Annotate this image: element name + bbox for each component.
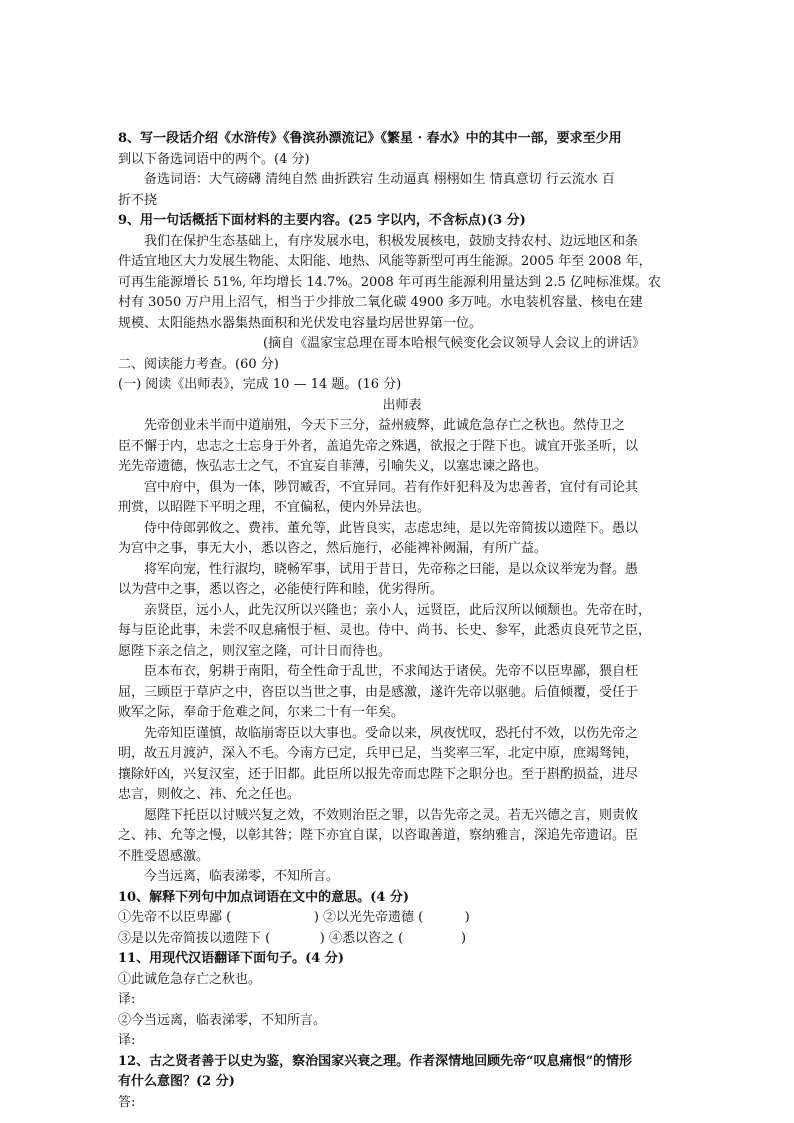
essay-line: 不胜受恩感激。: [118, 848, 210, 864]
q8-line-4: 折不挠: [118, 192, 158, 208]
q10-row-1: ①先帝不以臣卑鄙 ( ) ②以光先帝遗德 ( ): [118, 910, 470, 925]
essay-line: 之、祎、允等之慢，以彰其咎；陛下亦宜自谋，以咨诹善道，察纳雅言，深追先帝遗诏。臣: [118, 828, 639, 843]
essay-line: 光先帝遗德，恢弘志士之气，不宜妄自菲薄，引喻失义，以塞忠谏之路也。: [118, 459, 548, 474]
q10-row-2: ③是以先帝简拔以遗陛下 ( ) ④悉以咨之 ( ): [118, 930, 467, 946]
essay-line: 败军之际，奉命于危难之间，尔来二十有一年矣。: [118, 705, 405, 720]
q11-translate-1: 译:: [118, 992, 136, 1007]
q9-line-4: 可再生能源增长 51%, 年均增长 14.7%。2008 年可再生能源利用量达到 2.5 亿吨标准煤。农: [118, 274, 661, 290]
q11-sentence-2: ②今当远离，临表涕零，不知所言。: [118, 1012, 327, 1028]
essay-line: 每与臣论此事，未尝不叹息痛恨于桓、灵也。侍中、尚书、长史、参军，此悉贞良死节之臣，: [118, 623, 652, 638]
essay-line: 刑赏，以昭陛下平明之理，不宜偏私，使内外异法也。: [118, 500, 431, 515]
q9-line-5: 村有 3050 万户用上沼气，相当于少排放二氧化碳 4900 多万吨。水电装机容量、核电在建: [118, 295, 643, 310]
q9-line-2: 我们在保护生态基础上，有序发展水电，积极发展核电，鼓励支持农村、边远地区和条: [144, 233, 639, 249]
essay-line: 忠言，则攸之、祎、允之任也。: [118, 787, 301, 802]
q8-line-1: 8、写一段话介绍《水浒传》《鲁滨孙漂流记》《繁星 · 春水》中的其中一部，要求至少用: [118, 131, 622, 146]
essay-line: 愿陛下托臣以讨贼兴复之效，不效则治臣之罪，以告先帝之灵。若无兴德之言，则责攸: [144, 807, 639, 823]
essay-line: 今当远离，临表涕零，不知所言。: [144, 869, 340, 884]
q9-line-1: 9、用一句话概括下面材料的主要内容。(25 字以内，不含标点)(3 分): [118, 213, 526, 228]
essay-line: 攘除奸凶，兴复汉室，还于旧都。此臣所以报先帝而忠陛下之职分也。至于斟酌损益，进尽: [118, 766, 639, 782]
essay-line: 屈，三顾臣于草庐之中，咨臣以当世之事，由是感激，遂许先帝以驱驰。后值倾覆，受任于: [118, 684, 639, 700]
essay-line: 侍中侍郎郭攸之、费祎、董允等，此皆良实，志虑忠纯，是以先帝简拔以遗陛下。愚以: [144, 520, 639, 536]
q9-source: (摘自《温家宝总理在哥本哈根气候变化会议领导人会议上的讲话》: [263, 336, 646, 351]
q11-translate-2: 译:: [118, 1033, 136, 1048]
essay-line: 将军向宠，性行淑均，晓畅军事，试用于昔日，先帝称之曰能，是以众议举宠为督。愚: [144, 561, 639, 577]
essay-line: 愿陛下亲之信之，则汉室之隆，可计日而待也。: [118, 643, 392, 659]
essay-line: 臣不懈于内，忠志之士忘身于外者，盖追先帝之殊遇，欲报之于陛下也。诚宜开张圣听，以: [118, 438, 639, 454]
q10-title: 10、解释下列句中加点词语在文中的意思。(4 分): [118, 889, 409, 905]
q9-line-3: 件适宜地区大力发展生物能、太阳能、地热、风能等新型可再生能源。2005 年至 2008 年，: [118, 254, 652, 269]
essay-line: 亲贤臣，远小人，此先汉所以兴隆也；亲小人，远贤臣，此后汉所以倾颓也。先帝在时，: [144, 602, 652, 618]
essay-line: 以为营中之事，悉以咨之，必能使行阵和睦，优劣得所。: [118, 582, 444, 597]
q11-sentence-1: ①此诚危急存亡之秋也。: [118, 971, 262, 987]
essay-line: 宫中府中，俱为一体，陟罚臧否，不宜异同。若有作奸犯科及为忠善者，宜付有司论其: [144, 479, 639, 495]
essay-line: 为宫中之事，事无大小，悉以咨之，然后施行，必能裨补阙漏，有所广益。: [118, 541, 548, 556]
q12-answer: 答:: [118, 1094, 136, 1110]
essay-line: 先帝知臣谨慎，故临崩寄臣以大事也。受命以来，夙夜忧叹，恐托付不效，以伤先帝之: [144, 725, 639, 741]
section-2-sub-1: (一) 阅读《出师表》，完成 10 — 14 题。(16 分): [118, 377, 402, 392]
q9-line-6: 规模、太阳能热水器集热面积和光伏发电容量均居世界第一位。: [118, 315, 483, 331]
q11-title: 11、用现代汉语翻译下面句子。(4 分): [118, 951, 344, 966]
document-content: [118, 129, 686, 1113]
essay-title: 出师表: [382, 397, 422, 413]
essay-line: 明，故五月渡泸，深入不毛。今南方已定，兵甲已足，当奖率三军，北定中原，庶竭驽钝，: [118, 746, 639, 761]
q12-line-1: 12、古之贤者善于以史为鉴，察治国家兴衰之理。作者深情地回顾先帝“叹息痛恨”的情形: [118, 1053, 633, 1069]
section-2-title: 二、阅读能力考查。(60 分): [118, 356, 279, 372]
q8-line-2: 到以下备选词语中的两个。(4 分): [118, 151, 310, 167]
q8-line-3: 备选词语：大气磅礴 清纯自然 曲折跌宕 生动逼真 栩栩如生 情真意切 行云流水 百: [144, 172, 615, 187]
q12-line-2: 有什么意图？(2 分): [118, 1074, 235, 1089]
essay-line: 先帝创业未半而中道崩殂，今天下三分，益州疲弊，此诚危急存亡之秋也。然侍卫之: [144, 418, 626, 433]
essay-line: 臣本布衣，躬耕于南阳，苟全性命于乱世，不求闻达于诸侯。先帝不以臣卑鄙，猥自枉: [144, 664, 639, 679]
